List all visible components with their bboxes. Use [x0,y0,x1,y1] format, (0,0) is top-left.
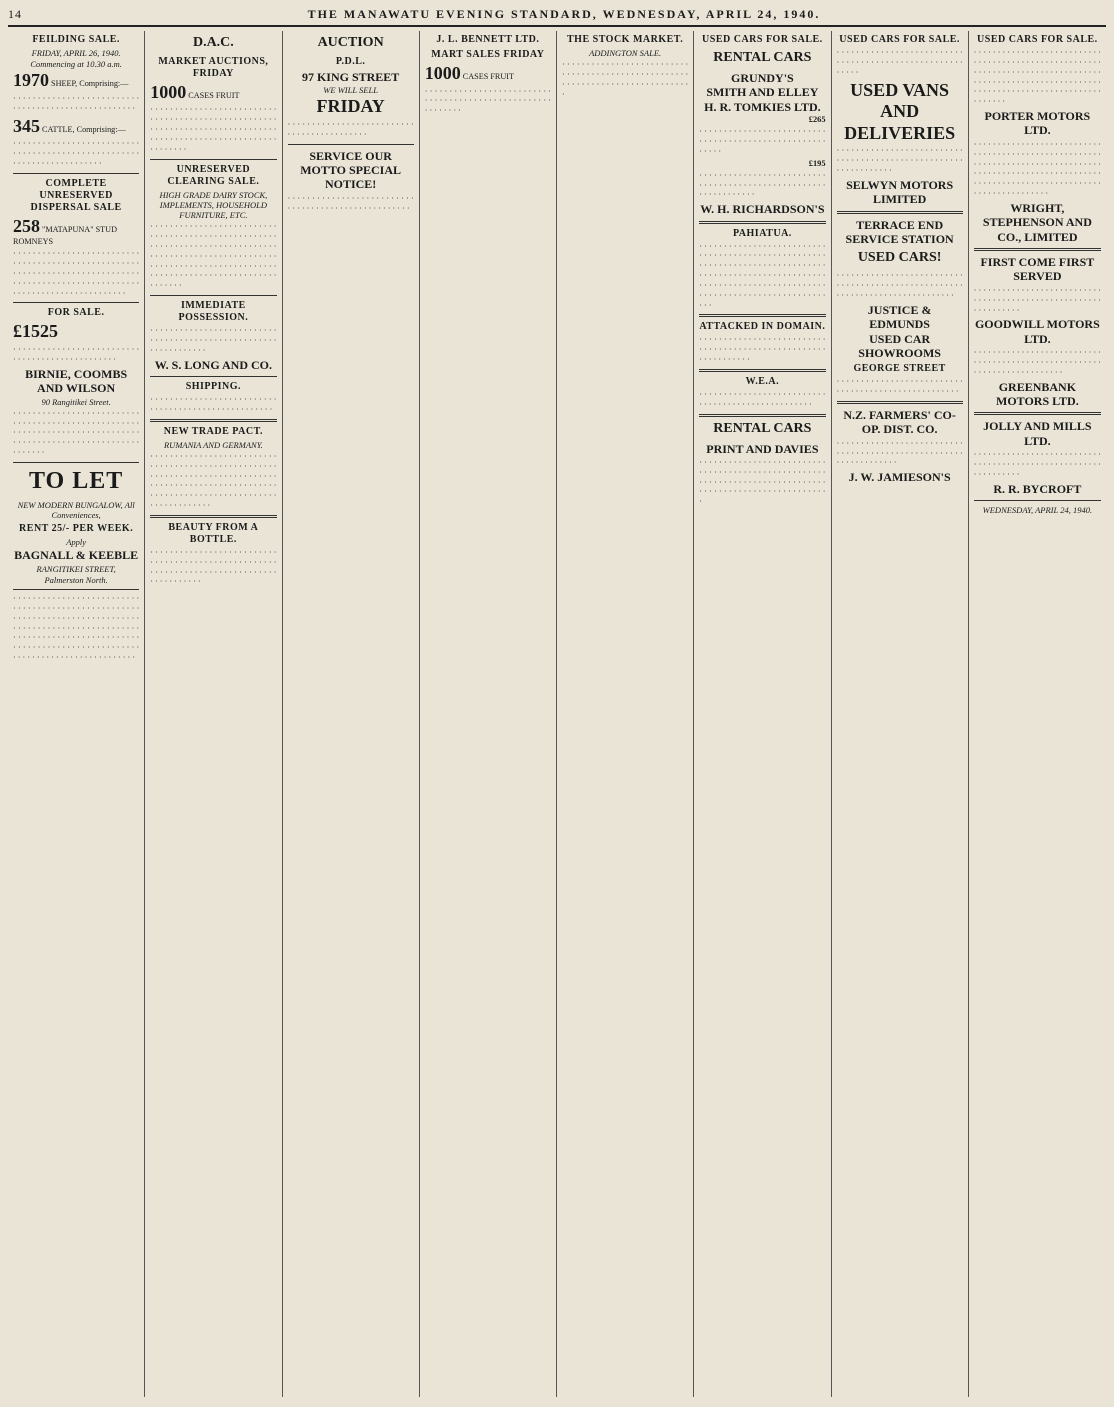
body-text: · · · · · · · · · · · · · · · · · · · · · · · · · · · · · · · · · · · · · · · · · · · · · · · · · · · · · · · · · · · · · · · · · · · · · · · · · · · · · · · · · · · · · · · · · · · · · · · · · · · · · · · · · · · · · · · · · · · · · · · · · · · · · · · · · · · · · · · · · · · · · · · · · · · · · · · · · · · · · · · · · · · [150,222,277,291]
divider [699,221,825,224]
headline-clearing-sale: UNRESERVED CLEARING SALE. [167,163,260,187]
cattle-count: 345 [13,115,40,136]
footer-date: WEDNESDAY, APRIL 24, 1940. [982,505,1093,516]
column-4 [420,31,557,1397]
headline-used-cars-big: USED CARS! [857,250,942,266]
headline-immediate-possession: IMMEDIATE POSSESSION. [178,300,249,324]
to-let-sub: NEW MODERN BUNGALOW, All Conveniences, [17,499,135,520]
used-car-showrooms: USED CAR SHOWROOMS [858,331,941,360]
sheep-count: 1970 [13,70,49,91]
auction-day: FRIDAY [316,96,385,117]
dealer-selwyn: SELWYN MOTORS LIMITED [846,177,954,207]
body-text: · · · · · · · · · · · · · · · · · · · · · · · · · · · · · · · · · · · · · · · · · · · · · · · · · · · · [150,395,277,414]
dealer-grundys: GRUNDY'S [731,70,794,85]
headline-to-let: TO LET [28,467,124,494]
divider [13,173,139,174]
divider [699,369,825,372]
body-text: · · · · · · · · · · · · · · · · · · · · · · · · · · · · · · · · · · · · · · · · · · · · · · · · · · · · · · · · · · · · · · · · · · · · · · · · · · · · · [836,271,963,300]
body-text: · · · · · · · · · · · · · · · · · · · · · · · · · · · · · · · · · · · · · · · · · · · · · · · · · · · · · · · · · · · · · · · · · · · · · · · · · · · · · · · · · · · · · · · · · · · · · · · · · · · · · · · · · · · · · · · · [150,105,277,154]
divider [288,144,414,145]
body-text: · · · · · · · · · · · · · · · · · · · · · · · · · · · · · · · · · · · · · · · · · · · · · · · · · · [699,390,826,409]
bennett-fruit-count: 1000 [424,63,461,83]
price: £265 [808,114,826,124]
headline-auction: AUCTION [317,35,384,50]
agent-ws-long: W. S. LONG AND CO. [154,357,272,372]
divider [974,248,1101,251]
headline-feilding-sale: FEILDING SALE. [32,34,120,45]
dealer-terrace-end: TERRACE END SERVICE STATION [845,217,954,247]
to-let-rent: RENT 25/- PER WEEK. [19,523,134,535]
column-1 [8,31,145,1397]
column-7 [832,31,969,1397]
headline-rental-cars-2: RENTAL CARS [713,420,812,436]
dealer-print-davies: PRINT AND DAVIES [706,441,819,456]
fruit-count: 1000 [150,81,187,102]
romney-label: "MATAPUNA" STUD ROMNEYS [13,224,117,247]
headline-shipping: SHIPPING. [185,381,242,392]
body-text: · · · · · · · · · · · · · · · · · · · · · · · · · · · · · · · · · · · · · · · · · · · · · · · · · · · · · · · · · · · · · · · · [699,170,826,200]
body-text: · · · · · · · · · · · · · · · · · · · · · · · · · · · · · · · · · · · · · · · · · · · · · · · · · · · · [287,193,414,213]
headline-stock-market: THE STOCK MARKET. [567,34,684,45]
headline-for-sale: FOR SALE. [47,307,105,319]
body-text: · · · · · · · · · · · · · · · · · · · · · · · · · · · · · · · · · · · · · · · · · · · · · · · · · · · · · · · · · · · · · · · · · · · · · · · · · · · · · · · · · · · · · · · · · · · · · · · · · · · · · · · · · · · · · · · · · · · · · · · · · · · · · · · · · · · · · · · · · · · · · · · · · · · · · · · · · · · · · · · [699,241,826,310]
agent-bagnall-street: RANGITIKEI STREET, [36,563,116,574]
stock-market-sub: ADDINGTON SALE. [589,48,662,58]
headline-used-vans: USED VANS AND DELIVERIES [844,79,956,143]
dealer-bycroft: R. R. BYCROFT [993,481,1082,496]
dealer-goodwill: GOODWILL MOTORS LTD. [974,317,1100,346]
body-text: · · · · · · · · · · · · · · · · · · · · · · · · · · · · · · · · · · · · · · · · · · · · · · · · · · · · · · · · · · · · · · · · [973,285,1101,315]
masthead [8,6,1106,27]
divider [150,159,276,160]
trade-pact-sub: RUMANIA AND GERMANY. [163,439,263,450]
headline-trade-pact: NEW TRADE PACT. [163,425,264,437]
body-text: · · · · · · · · · · · · · · · · · · · · · · · · · · · · · · · · · · · · · · · · · · · · · · · · · · · · · · · · · [836,48,963,77]
column-3 [283,31,420,1397]
divider [699,414,825,417]
headline-beauty: BEAUTY FROM A BOTTLE. [168,521,259,545]
cattle-label: CATTLE, Comprising:— [42,124,126,134]
headline-used-cars: USED CARS FOR SALE. [702,34,823,45]
divider [974,500,1101,501]
body-text: · · · · · · · · · · · · · · · · · · · · · · · · · · · · · · · · · · · · · · · · · · · · · · · · · · · · · · · · · · · · · · · · [150,326,277,355]
column-5 [557,31,694,1397]
body-text: · · · · · · · · · · · · · · · · · · · · · · · · · · · · · · · · · · · · · · · · · · · · · · · · · · · · · · · · · · · · · · · · [836,146,963,175]
headline-service-motto: SERVICE OUR MOTTO SPECIAL NOTICE! [300,148,402,192]
column-2 [145,31,282,1397]
divider [837,401,963,404]
divider [13,462,139,463]
body-text: · · · · · · · · · · · · · · · · · · · · · · · · · · · · · · · · · · · · · · · · · · · · · · · · · · · · · · · · · · · · · · · · · · · · · · · · · · · · · · · · · · · · · · · · · · · · · · · · · · · · · · · · · [699,457,826,507]
body-text: · · · · · · · · · · · · · · · · · · · · · · · · · · · · · · · · · · · · · · · · · · · · · · · · · · · · · · · · · · · · · · · · · · · · · · · · · · · · · · · · · · · · · · · · · [150,547,277,587]
dealer-smith-elley: SMITH AND ELLEY [706,85,819,100]
body-text: · · · · · · · · · · · · · · · · · · · · · · · · · · · · · · · · · · · · · · · · · · · · · · · · · · · · [13,93,140,113]
agent-name: BIRNIE, COOMBS AND WILSON [25,366,128,396]
headline-first-come: FIRST COME FIRST SERVED [980,255,1095,284]
body-text: · · · · · · · · · · · · · · · · · · · · · · · · · · · · · · · · · · · · · · · · · · · · · · · · · · · · · · · · · · · · · · · · · · · · · · · · · · · · · · · · · · · · · · · · · · · · · · · · · · · · · · · · · · · · · · · · · · · · · · · · · · · · · · · · · · · · · · · · · · · · · · · · · · · · · · · · · · · · · · · · · · · · · · · · · · · · · · · · · · · · · · [13,594,140,663]
sale-time: Commencing at 10.30 a.m. [30,59,122,70]
divider [150,419,276,422]
body-text: · · · · · · · · · · · · · · · · · · · · · · · · · · · · · · · · · · · · · · · · · · · · · · · · · · · · · · · · · · · · · · · · · · · · · · · · · · · · · · · · · · · · · · · · · · · · · · · · · · · · · · · · · · · · · · · · · · · · · · · · · · · · · · · · · · · · · · · · · · · · · · · · · · · · · · · [973,139,1101,199]
body-text: · · · · · · · · · · · · · · · · · · · · · · · · · · · · · · · · · · · · · · · · · · · · · · · · · · · · · · · · · · · · · · · · · [836,438,963,468]
bennett-fruit-label: CASES FRUIT [462,72,514,81]
divider [150,515,276,518]
headline-dac: D.A.C. [192,35,234,50]
column-8 [969,31,1106,1397]
body-text: · · · · · · · · · · · · · · · · · · · · · · · · · · · · · · · · · · · · · · · · · · · · · · · · · · · · · · · · · · · · · · · · · · · · · · · [13,139,140,168]
body-text: · · · · · · · · · · · · · · · · · · · · · · · · · · · · · · · · · · · · · · · · · · · · · · · · · · · · · · · · · · · · · · · · · · · · · · · · · [973,348,1101,377]
divider [699,314,825,317]
headline-rental-cars: RENTAL CARS [713,50,812,65]
body-text: · · · · · · · · · · · · · · · · · · · · · · · · · · · · · · · · · · · · · · · · · · · · · · · · · · · · · · · · · · · · · · · · · · · · · · · · · · · · · · · · · · · · · · · · · · · · · · · · · · · · · · · · · · · · · · · [13,408,140,458]
dac-sub: MARKET AUCTIONS, FRIDAY [158,55,269,79]
divider [150,376,276,377]
headline-attacked: ATTACKED IN DOMAIN. [699,321,826,333]
agent-bagnall-city: Palmerston North. [44,574,108,585]
headline-wea: W.E.A. [745,376,780,388]
divider [13,589,139,590]
price-row [699,115,825,125]
column-grid [8,31,1106,1397]
dealer-jamieson: J. W. JAMIESON'S [848,470,951,485]
masthead-title: THE MANAWATU EVENING STANDARD, WEDNESDAY, APRIL 24, 1940. [307,6,821,21]
headline-used-cars: USED CARS FOR SALE. [977,34,1098,45]
body-text: · · · · · · · · · · · · · · · · · · · · · · · · · · · · · · · · · · · · · · · · · · · · · · · · · · · · · · · · · · · · [424,86,551,116]
dealer-wright-stephenson: WRIGHT, STEPHENSON AND CO., LIMITED [982,200,1092,244]
bennett-sub: MART SALES FRIDAY [431,49,545,60]
divider [150,295,276,296]
headline-dispersal-sale: COMPLETE UNRESERVED DISPERSAL SALE [30,177,122,213]
auction-address: 97 KING STREET [301,69,400,84]
dealer-jolly-mills: JOLLY AND MILLS LTD. [983,419,1092,448]
body-text: · · · · · · · · · · · · · · · · · · · · · · · · · · · · · · · · · · · · · · · · · · · · · · · · · · · · · · · · · · · · · · · · · · · · · · · · · · · · · · · · · · · · · · · · · · · · · · · · · · · · · · · · · · · · · · · · · · · · · · · · · · · · · · · · · · · · · · · · · · · · · · · [150,451,277,511]
body-text: · · · · · · · · · · · · · · · · · · · · · · · · · · · · · · · · · · · · · · · · · · · · · · · · · · · · · · · · · · · · · · · · [973,450,1101,479]
body-text: · · · · · · · · · · · · · · · · · · · · · · · · · · · · · · · · · · · · · · · · · · · · · · · · · · · · · · · · · · · · · · · [699,335,826,365]
sheep-label: SHEEP, Comprising:— [51,79,129,89]
body-text: · · · · · · · · · · · · · · · · · · · · · · · · · · · · · · · · · · · · · · · · · · · · · · · · · · · · · · · · · · · · · · · · · · · · · · · · · · · · · · · [562,60,689,99]
fruit-label: CASES FRUIT [188,90,240,100]
to-let-apply: Apply [66,537,87,548]
price: £195 [808,158,826,168]
headline-bennett: J. L. BENNETT LTD. [436,34,540,45]
dealer-nz-farmers: N.Z. FARMERS' CO-OP. DIST. CO. [843,407,956,437]
headline-used-cars: USED CARS FOR SALE. [839,34,960,45]
price-row [699,159,825,169]
dealer-tomkies: H. R. TOMKIES LTD. [704,99,821,114]
headline-pahiatua: PAHIATUA. [732,227,792,239]
auction-will-sell: WE WILL SELL [323,85,378,96]
agent-bagnall: BAGNALL & KEEBLE [14,548,139,563]
body-text: · · · · · · · · · · · · · · · · · · · · · · · · · · · · · · · · · · · · · · · · · · · · · · · · [13,345,140,364]
auction-pdl: P.D.L. [335,55,366,67]
romney-count: 258 [13,215,40,236]
dealer-greenbank: GREENBANK MOTORS LTD. [996,379,1079,409]
divider [974,412,1101,415]
body-text: · · · · · · · · · · · · · · · · · · · · · · · · · · · · · · · · · · · · · · · · · · · · · · · · · · · · · · · · · · · · · · · · · · · · · · · · · · · · · · · · · · · · · · · · · · · · · · · · · · · · · · · · · · · · · · · · · · · · · · · · · · · · · · · · [13,249,140,298]
price-1525: £1525 [13,321,58,342]
page-number: 14 [8,6,22,21]
body-text: · · · · · · · · · · · · · · · · · · · · · · · · · · · · · · · · · · · · · · · · · · · · · · · · · · · · · · · · · [699,127,826,156]
clearing-sale-sub: HIGH GRADE DAIRY STOCK, IMPLEMENTS, HOUSEHOLD FURNITURE, ETC. [159,189,268,220]
divider [13,302,139,303]
dealer-justice-edmunds: JUSTICE & EDMUNDS [867,302,932,332]
divider [837,211,963,214]
dealer-porter: PORTER MOTORS LTD. [984,109,1091,138]
dealer-richardson: W. H. RICHARDSON'S [700,202,825,217]
body-text: · · · · · · · · · · · · · · · · · · · · · · · · · · · · · · · · · · · · · · · · · · · · · · · · · · · · [836,377,963,397]
showrooms-street: GEORGE STREET [853,363,946,375]
column-6 [694,31,831,1397]
sale-date: FRIDAY, APRIL 26, 1940. [31,48,121,58]
body-text: · · · · · · · · · · · · · · · · · · · · · · · · · · · · · · · · · · · · · · · · · · · · · · · · · · · · · · · · · · · · · · · · · · · · · · · · · · · · · · · · · · · · · · · · · · · · · · · · · · · · · · · · · · · · · · · · · · · · · · · · · · · · · · · · · · · · · · · · · · · · · · [973,48,1101,107]
agent-address: 90 Rangitikei Street. [41,396,111,407]
body-text: · · · · · · · · · · · · · · · · · · · · · · · · · · · · · · · · · · · · · · · · · · · [287,119,414,139]
